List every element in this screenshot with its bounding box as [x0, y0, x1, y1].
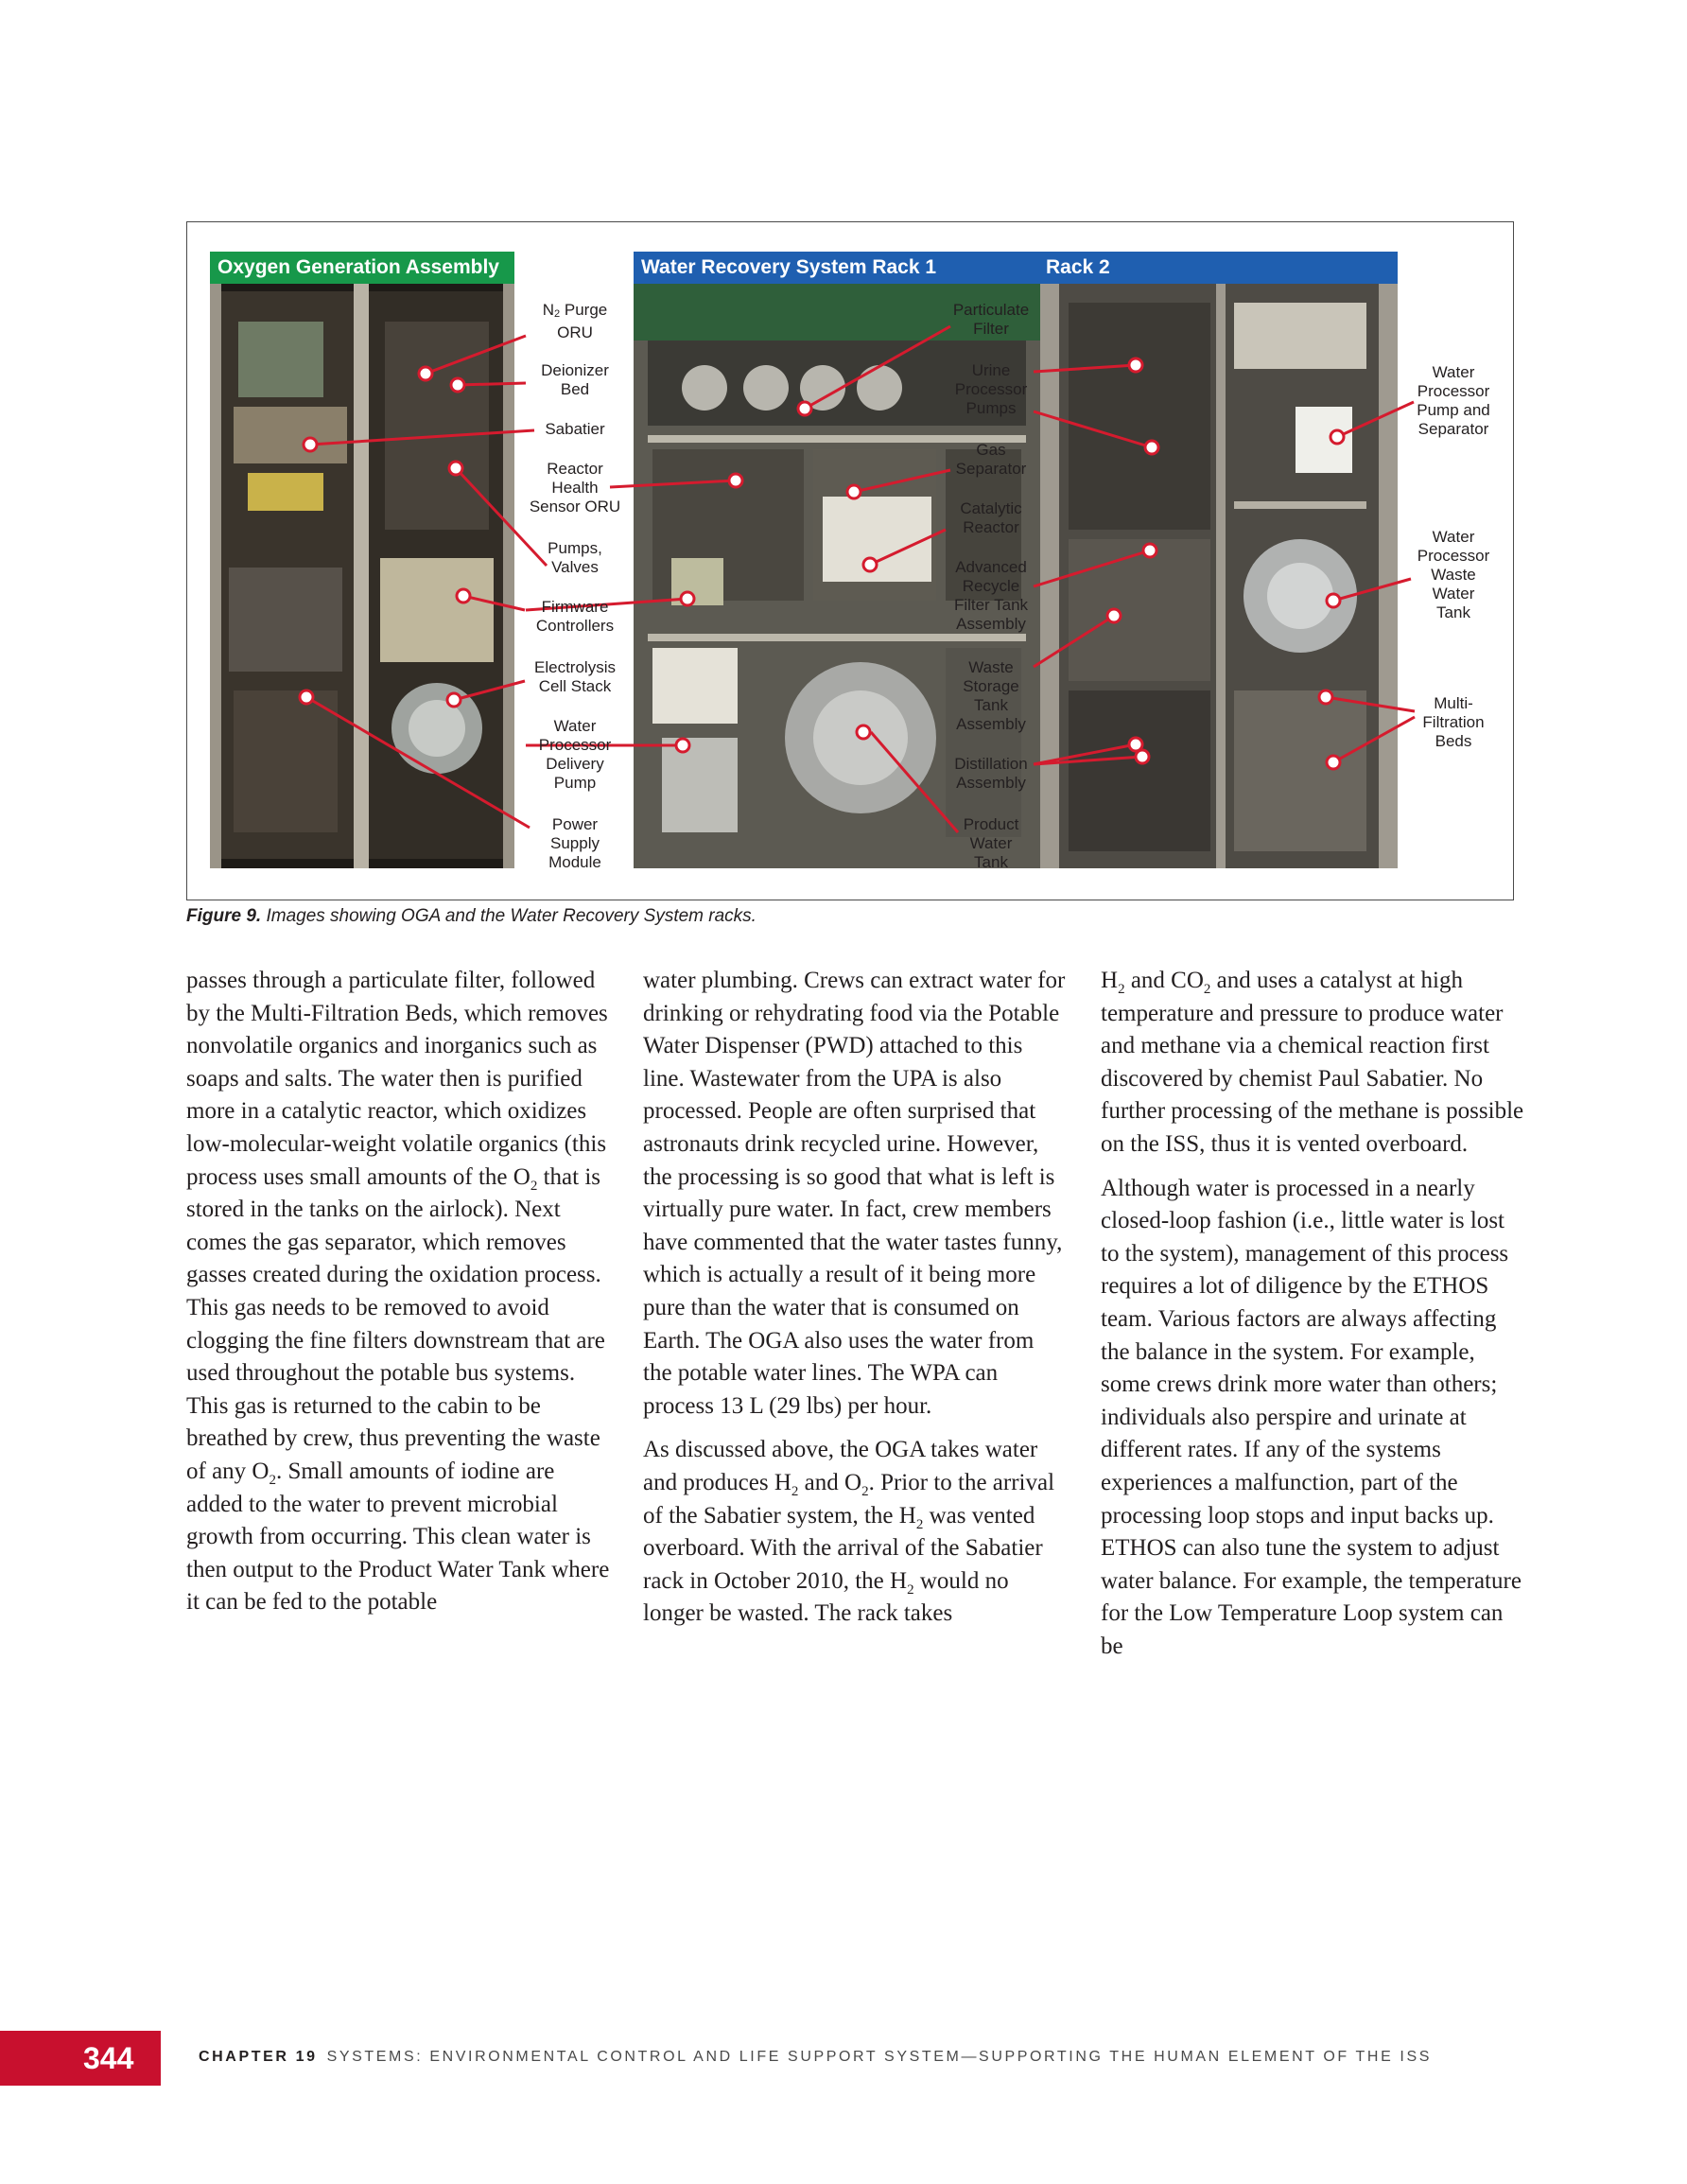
col1-paragraph-1: passes through a particulate filter, followed by the Multi-Filtration Beds, which removes nonvolatile organics and inorganics such as soaps and salts. The water then is purified more in a catalytic reactor, which oxidizes low-molecular-weight volatile organics (this process uses small amounts of the $O_2$ that is stored in the tanks on the airlock). Next comes the gas separator, which removes gasses created during the oxidation process. This gas needs to be removed to avoid clogging the fine filters downstream that are used throughout the potable bus systems. This gas is returned to the cabin to be breathed by crew, thus preventing the waste of any $O_2$. Small amounts of iodine are added to the water to prevent microbial growth from occurring. This clean water is then output to the Product Water Tank where it can be fed to the potable — [186, 968, 610, 1616]
label-reactor-health-sensor: Reactor Health Sensor ORU — [529, 460, 621, 515]
text-column-3 — [1101, 965, 1526, 1674]
label-gas-separator: Gas Separator — [955, 441, 1027, 478]
running-footer — [199, 2049, 1432, 2066]
wrs-rack1-header: Water Recovery System Rack 1 — [634, 252, 1398, 284]
figure-caption — [186, 906, 757, 927]
text-column-2 — [643, 965, 1069, 1642]
page-number-tab — [0, 2031, 161, 2086]
label-electrolysis-cell-stack: Electrolysis Cell Stack — [534, 658, 616, 695]
label-sabatier: Sabatier — [545, 420, 605, 438]
oga-header: Oxygen Generation Assembly — [210, 252, 514, 284]
text-column-1 — [186, 965, 612, 1631]
rack2-header: Rack 2 — [1046, 256, 1110, 278]
label-firmware-controllers: Firmware Controllers — [535, 598, 615, 635]
label-catalytic-reactor: Catalytic Reactor — [960, 499, 1022, 536]
label-multi-filtration-beds: Multi- Filtration Beds — [1422, 694, 1485, 750]
label-distillation-assembly: Distillation Assembly — [954, 755, 1028, 792]
col3-paragraph-2: Although water is processed in a nearly closed-loop fashion (i.e., little water is lost to the system), management of this process requires a lot of diligence by the ETHOS team. Various factors are always affecting the balance in the system. For example, some crews drink more water than others; individuals also perspire and urinate at different rates. If any of the systems experiences a malfunction, part of the processing loop stops and input backs up. ETHOS can also tune the system to adjust water balance. For example, the temperature for the Low Temperature Loop system can be — [1101, 1175, 1522, 1659]
label-power-supply-module: Power Supply Module — [548, 815, 601, 871]
label-particulate-filter: Particulate Filter — [952, 301, 1030, 338]
label-wp-pump-separator: Water Processor Pump and Separator — [1417, 363, 1490, 438]
col2-paragraph-2: As discussed above, the OGA takes water and produces $H_2$ and $O_2$. Prior to the arrival of the Sabatier system, the $H_2$ was vented overboard. With the arrival of the Sabatier rack in October 2010, the $H_2$ would no longer be wasted. The rack takes — [643, 1437, 1055, 1627]
col2-paragraph-1: water plumbing. Crews can extract water for drinking or rehydrating food via the Potable Water Dispenser (PWD) attached to this line. Wastewater from the UPA is also processed. People are often surprised that astronauts drink recycled urine. However, the processing is so good that what is left is virtually pure water. In fact, crew members have commented that the water tastes funny, which is actually a result of it being more pure than the water that is consumed on Earth. The OGA also uses the water from the potable water lines. The WPA can process 13 L (29 lbs) per hour. — [643, 968, 1066, 1419]
label-wp-waste-water-tank: Water Processor Waste Water Tank — [1417, 528, 1490, 621]
caption-text: Images showing OGA and the Water Recovery System racks. — [261, 906, 757, 926]
label-wp-delivery-pump: Water Processor Delivery Pump — [538, 717, 612, 792]
page-number: 344 — [83, 2041, 134, 2075]
footer-title: SYSTEMS: ENVIRONMENTAL CONTROL AND LIFE SUPPORT SYSTEM—SUPPORTING THE HUMAN ELEMENT OF THE ISS — [326, 2049, 1432, 2065]
label-urine-processor-pumps: Urine Processor Pumps — [954, 361, 1028, 417]
label-waste-storage-tank: Waste Storage Tank Assembly — [956, 658, 1026, 733]
caption-label: Figure 9. — [186, 906, 262, 926]
label-product-water-tank: Product Water Tank — [963, 815, 1019, 871]
label-n2-purge-oru: $N_2$ Purge ORU — [542, 301, 608, 341]
label-pumps-valves: Pumps, Valves — [548, 539, 602, 576]
label-deionizer-bed: Deionizer Bed — [541, 361, 609, 398]
col3-paragraph-1: $H_2$ and $CO_2$ and uses a catalyst at high temperature and pressure to produce water and methane via a chemical reaction first discovered by chemist Paul Sabatier. No further processing of the methane is possible on the ISS, thus it is vented overboard. — [1101, 968, 1524, 1157]
callout-lines — [0, 0, 1687, 908]
label-arfta: Advanced Recycle Filter Tank Assembly — [953, 558, 1029, 633]
footer-chapter: CHAPTER 19 — [199, 2049, 318, 2065]
